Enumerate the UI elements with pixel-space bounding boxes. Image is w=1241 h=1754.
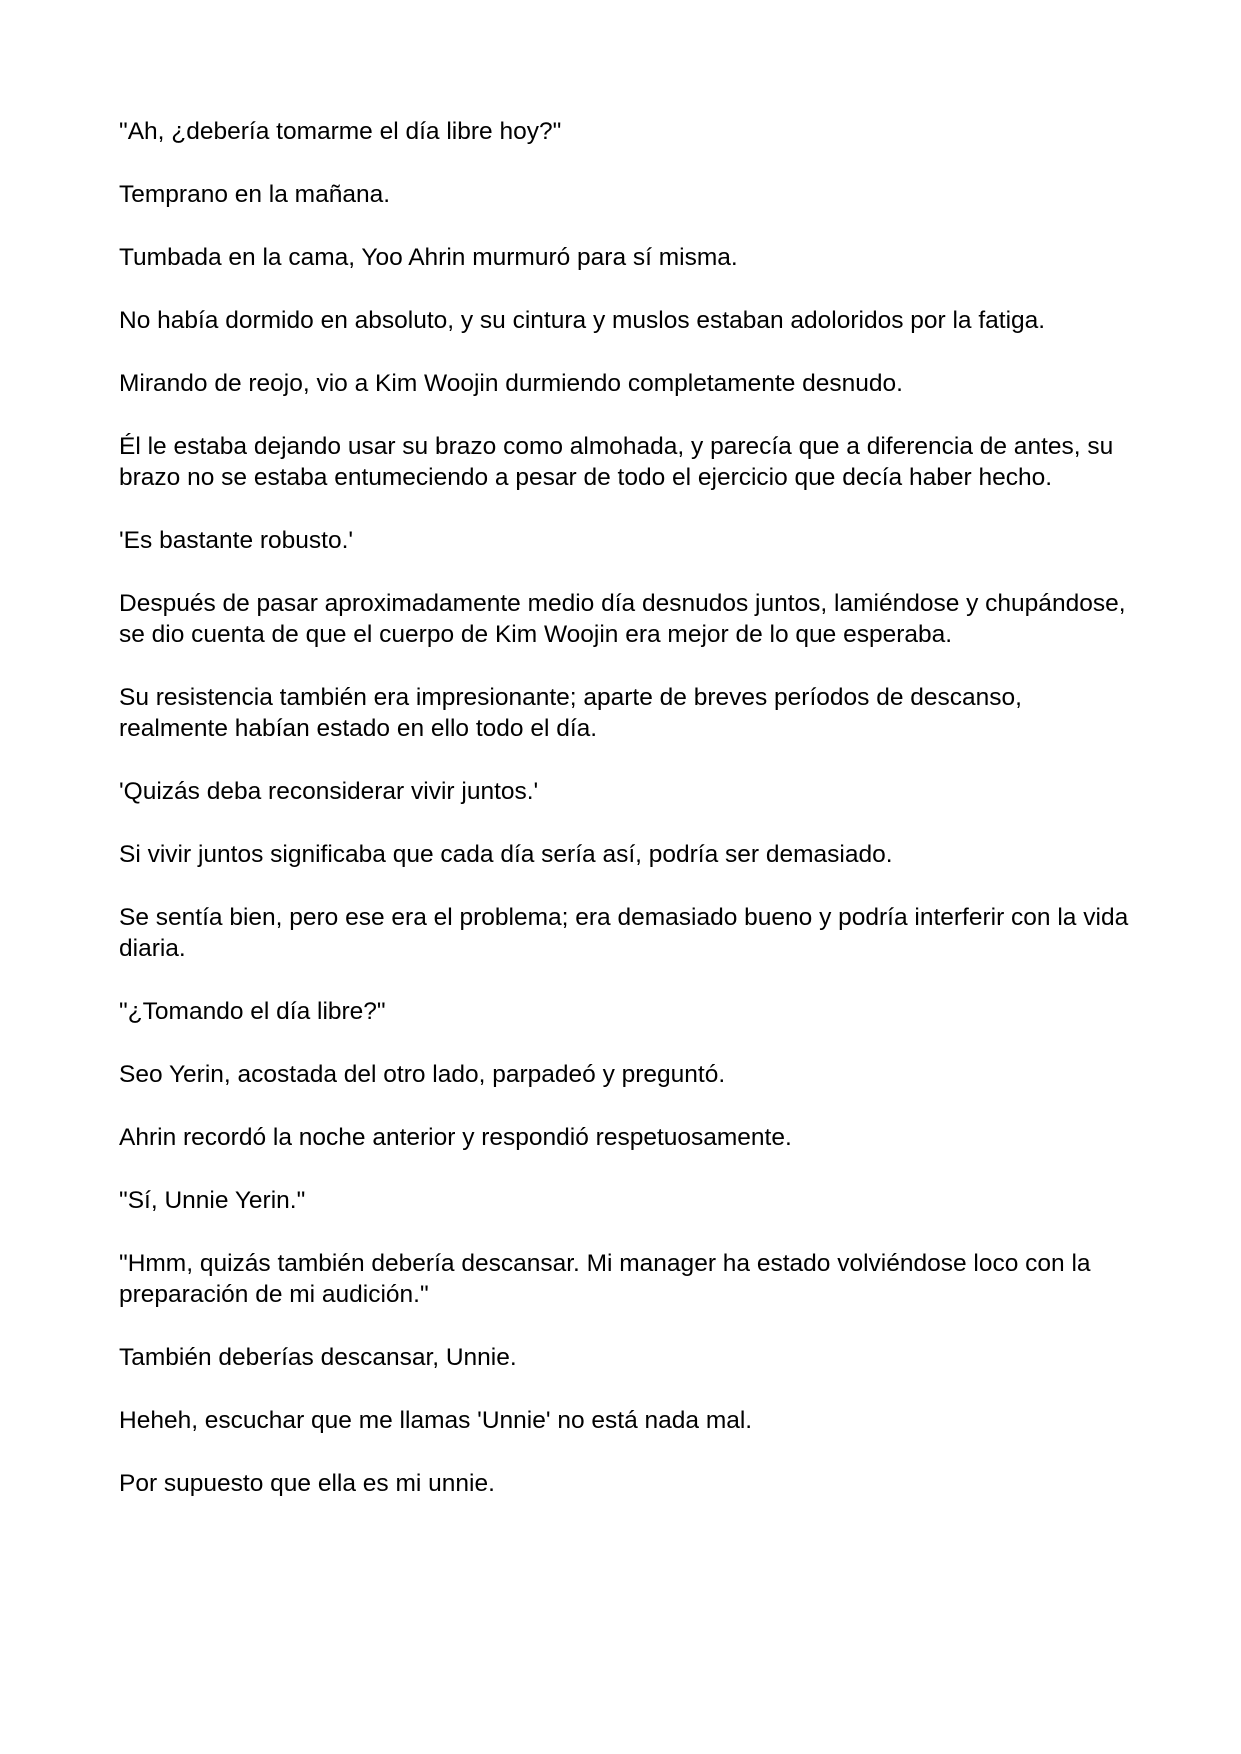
paragraph: También deberías descansar, Unnie. [119,1344,517,1371]
paragraph: "Sí, Unnie Yerin." [119,1187,306,1214]
paragraph: Temprano en la mañana. [119,181,391,208]
paragraph: Ahrin recordó la noche anterior y respondió respetuosamente. [119,1124,792,1151]
paragraph: Después de pasar aproximadamente medio día desnudos juntos, lamiéndose y chupándose, se dio cuenta de que el cuerpo de Kim Woojin era mejor de lo que esperaba. [119,590,1126,648]
paragraph: "Hmm, quizás también debería descansar. Mi manager ha estado volviéndose loco con la preparación de mi audición." [119,1250,1091,1308]
paragraph: Tumbada en la cama, Yoo Ahrin murmuró para sí misma. [119,244,738,271]
paragraph: Él le estaba dejando usar su brazo como almohada, y parecía que a diferencia de antes, su brazo no se estaba entumeciendo a pesar de todo el ejercicio que decía haber hecho. [119,433,1114,491]
paragraph: Se sentía bien, pero ese era el problema; era demasiado bueno y podría interferir con la vida diaria. [119,904,1129,962]
paragraph: No había dormido en absoluto, y su cintura y muslos estaban adoloridos por la fatiga. [119,307,1046,334]
paragraph: "¿Tomando el día libre?" [119,998,386,1025]
paragraph: 'Es bastante robusto.' [119,527,354,554]
paragraph: Si vivir juntos significaba que cada día sería así, podría ser demasiado. [119,841,893,868]
paragraph: 'Quizás deba reconsiderar vivir juntos.' [119,778,539,805]
paragraph: "Ah, ¿debería tomarme el día libre hoy?" [119,118,562,145]
paragraph: Heheh, escuchar que me llamas 'Unnie' no está nada mal. [119,1407,753,1434]
paragraph: Su resistencia también era impresionante; aparte de breves períodos de descanso, realmente habían estado en ello todo el día. [119,684,1022,742]
paragraph: Por supuesto que ella es mi unnie. [119,1470,495,1497]
paragraph: Mirando de reojo, vio a Kim Woojin durmiendo completamente desnudo. [119,370,903,397]
paragraph: Seo Yerin, acostada del otro lado, parpadeó y preguntó. [119,1061,726,1088]
